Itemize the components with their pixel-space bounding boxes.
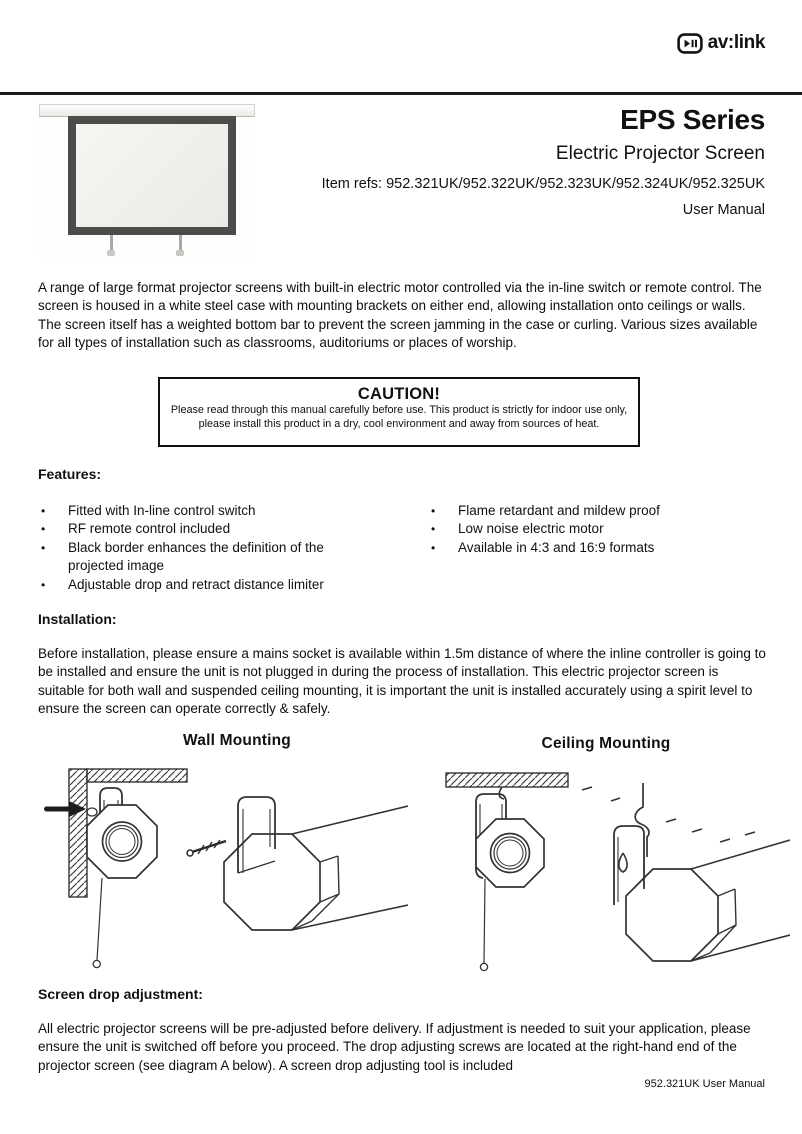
feature-item [428, 502, 758, 520]
bullet-icon: • [41, 540, 46, 555]
feature-item-label: Fitted with In-line control switch [68, 503, 256, 518]
bullet-icon: • [41, 522, 46, 537]
feature-item-label: Adjustable drop and retract distance limiter [68, 576, 324, 592]
end-cap [87, 805, 157, 878]
feature-item-label: Available in 4:3 and 16:9 formats [458, 539, 655, 555]
bullet-icon: • [431, 522, 436, 537]
features-heading: Features: [38, 466, 102, 482]
wall-mounting-diagram [42, 757, 408, 981]
caution-text-line: please install this product in a dry, cool environment and away from sources of heat. [198, 417, 600, 430]
feature-item [428, 539, 758, 557]
feature-item [38, 576, 383, 594]
ceiling-dashes [582, 787, 778, 852]
rod-foot [176, 250, 184, 256]
caution-text-line: Please read through this manual carefully before use. This product is strictly for indoor use only, [170, 404, 628, 416]
installation-paragraph: Before installation, please ensure a mains socket is available within 1.5m distance of where the inline controller is going to be installed and ensure the unit is not plugged in during the process of installation. This electric projector screen is suitable for both wall and suspended ceiling mounting, it is important the unit is installed accurately using a spirit level to ensure the screen can operate correctly & safely. [38, 646, 766, 717]
feature-item-label: Flame retardant and mildew proof [458, 503, 660, 518]
feature-item-label: Black border enhances the definition of the projected image [68, 539, 324, 574]
ceiling-mounting-title: Ceiling Mounting [541, 735, 671, 752]
features-list-right [428, 502, 758, 557]
screen-surface [76, 124, 228, 227]
feature-item-label: Low noise electric motor [458, 521, 604, 537]
feature-item [38, 520, 383, 538]
play-pause-icon [677, 33, 703, 54]
intro-paragraph: A range of large format projector screens with built-in electric motor controlled via the in-line switch or remote control. The screen is housed in a white steel case with mounting brackets on either end, allowing installation onto ceilings or walls. The screen itself has a weighted bottom bar to prevent the screen jamming in the case or curling. Various sizes available for all types of installation such as classrooms, auditoriums or places of worship. [38, 280, 762, 351]
brand-logo-text: av:link [707, 32, 765, 53]
title-block [322, 105, 765, 218]
pull-cord [480, 879, 487, 971]
bullet-icon: • [41, 504, 46, 518]
screw-icon [187, 840, 226, 856]
feature-item [428, 520, 758, 538]
installation-heading: Installation: [38, 611, 117, 627]
wall-mounting-title: Wall Mounting [183, 732, 291, 749]
caution-title: CAUTION! [357, 385, 441, 403]
drop-rod [179, 235, 182, 251]
page-title: EPS Series [620, 104, 765, 135]
ceiling-cross-section [446, 773, 568, 787]
product-photo [38, 98, 256, 258]
screen-border-frame [68, 116, 236, 235]
pull-cord [93, 878, 102, 968]
drop-adjustment-heading: Screen drop adjustment: [38, 986, 203, 1002]
feature-item [38, 502, 383, 520]
ceiling-mounting-diagram [430, 757, 790, 981]
bullet-icon: • [431, 504, 436, 518]
ceiling-hook-icon [499, 787, 504, 799]
drop-adjustment-paragraph: All electric projector screens will be pre-adjusted before delivery. If adjustment is needed to suit your application, please ensure the unit is switched off before you proceed. The drop adjusting screws are located at the right-hand end of the projector screen (see diagram A below). A screen drop adjusting tool is included [38, 1021, 751, 1073]
features-list-left [38, 502, 383, 594]
footer-note: 952.321UK User Manual [644, 1078, 765, 1090]
doc-type: User Manual [682, 202, 765, 218]
rod-foot [107, 250, 115, 256]
header-rule [0, 92, 802, 95]
hanging-wire-hook [635, 783, 649, 857]
item-refs: Item refs: 952.321UK/952.322UK/952.323UK/952.324UK/952.325UK [321, 176, 765, 192]
end-cap [476, 819, 544, 887]
screen-tube [626, 840, 790, 961]
bullet-icon: • [41, 577, 46, 592]
feature-item [38, 539, 383, 576]
page-subtitle: Electric Projector Screen [555, 143, 765, 164]
feature-item-label: RF remote control included [68, 521, 231, 537]
drop-rod [110, 235, 113, 251]
bullet-icon: • [431, 540, 436, 555]
caution-box [158, 377, 640, 447]
brand-logo [677, 32, 765, 54]
